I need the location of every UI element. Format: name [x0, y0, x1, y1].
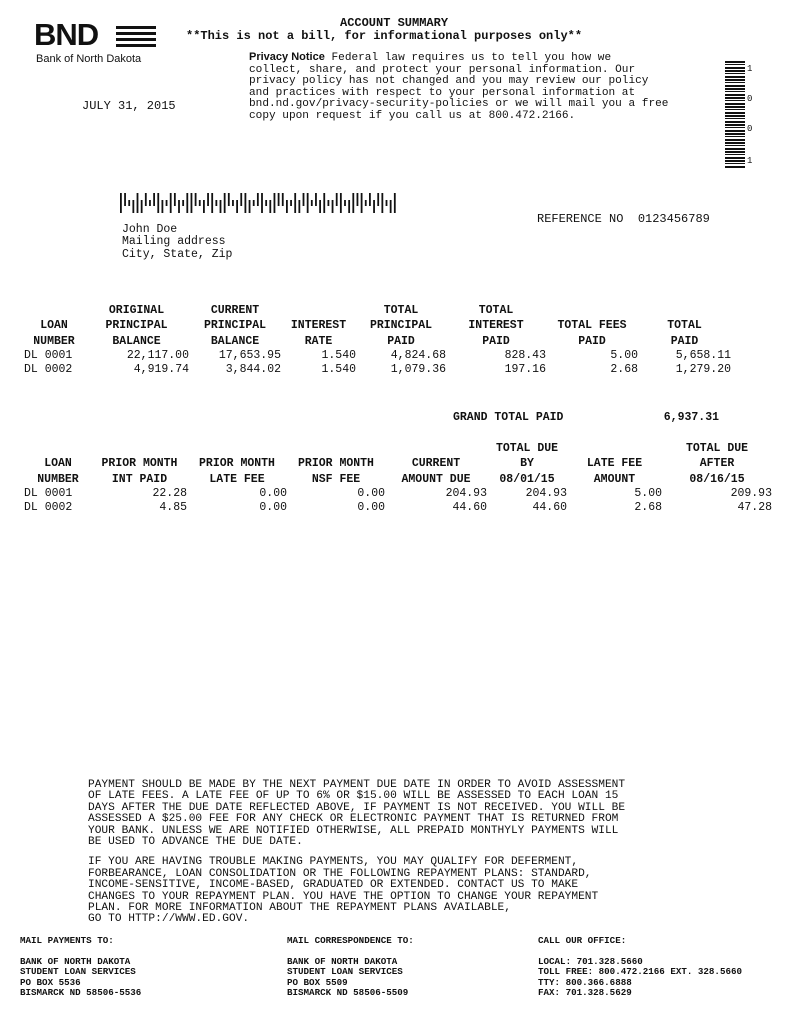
- table-cell: 44.60: [452, 501, 487, 515]
- address-line: BISMARCK ND 58506-5536: [20, 987, 142, 999]
- phone-line: LOCAL: 701.328.5660: [538, 955, 643, 967]
- table-cell: 0.00: [357, 501, 385, 515]
- mail-correspondence-block: [287, 936, 414, 999]
- repayment-plans-paragraph: IF YOU ARE HAVING TROUBLE MAKING PAYMENTS, YOU MAY QUALIFY FOR DEFERMENT, FORBEARANCE, LOAN CONSOLIDATION OR THE FOLLOWING REPAYMENT PLANS: STANDARD, INCOME-SENSITIVE, INCOME-BASED, GRADUATED OR EXTENDED. CONTACT US TO MAKE CHANGES TO YOUR REPAYMENT PLAN. YOU HAVE THE OPTION TO CHANGE YOUR REPAYMENT PLAN. FOR MORE INFORMATION ABOUT THE REPAYMENT PLANS AVAILABLE, GO TO HTTP://WWW.ED.GOV.: [88, 856, 599, 926]
- table-cell: 209.93: [730, 486, 772, 500]
- table-cell: 4,824.68: [390, 348, 446, 362]
- table-cell: 0.00: [259, 501, 287, 515]
- address-line: BANK OF NORTH DAKOTA: [287, 955, 398, 967]
- table-cell: 22,117.00: [126, 348, 189, 362]
- vertical-barcode: [725, 61, 755, 169]
- bnd-logo: [34, 17, 164, 68]
- column-header-total-interest-paid: TOTAL INTEREST PAID: [468, 304, 524, 348]
- reference-number: [537, 212, 710, 226]
- call-office-heading: CALL OUR OFFICE:: [538, 935, 627, 946]
- statement-date: JULY 31, 2015: [82, 99, 176, 113]
- address-line: BISMARCK ND 58506-5509: [287, 987, 409, 999]
- table-cell: 4,919.74: [133, 363, 189, 377]
- table-row: [24, 501, 772, 516]
- column-header-prior-late-fee: PRIOR MONTH LATE FEE: [199, 457, 275, 486]
- logo-bank-name: Bank of North Dakota: [36, 53, 142, 65]
- column-header-total-due-after: TOTAL DUE AFTER 08/16/15: [685, 442, 749, 486]
- barcode-bars: [725, 61, 745, 169]
- table-cell: 47.28: [737, 501, 772, 515]
- mail-payments-block: [20, 936, 141, 999]
- privacy-notice-label: Privacy Notice: [249, 51, 325, 63]
- logo-stripes: [116, 26, 156, 50]
- table-cell: 5.00: [634, 486, 662, 500]
- grand-total-value: 6,937.31: [663, 411, 719, 424]
- column-header-loan-number: LOAN NUMBER: [37, 457, 79, 486]
- column-header-loan-number: LOAN NUMBER: [33, 319, 75, 348]
- table-row: [24, 487, 772, 502]
- table-cell: 204.93: [525, 486, 567, 500]
- table-header-row: [24, 441, 772, 487]
- column-header-total-principal-paid: TOTAL PRINCIPAL PAID: [369, 304, 433, 348]
- table-header-row: [24, 303, 731, 349]
- table-cell: 828.43: [504, 348, 546, 362]
- table-cell: 1,079.36: [390, 363, 446, 377]
- address-line: PO BOX 5509: [287, 976, 348, 988]
- column-header-total-fees-paid: TOTAL FEES PAID: [557, 319, 627, 348]
- column-header-interest-rate: INTEREST RATE: [290, 319, 347, 348]
- late-fee-paragraph: PAYMENT SHOULD BE MADE BY THE NEXT PAYMENT DUE DATE IN ORDER TO AVOID ASSESSMENT OF LATE FEES. A LATE FEE OF UP TO 6% OR $15.00 WILL BE ASSESSED TO EACH LOAN 15 DAYS AFTER THE DUE DATE REFLECTED ABOVE, IF PAYMENT IS NOT RECEIVED. YOU WILL BE ASSESSED A $25.00 FEE FOR ANY CHECK OR ELECTRONIC PAYMENT THAT IS RETURNED FROM YOUR BANK. UNLESS WE ARE NOTIFIED OTHERWISE, ALL PREPAID MONTHYLY PAYMENTS WILL BE USED TO ADVANCE THE DUE DATE.: [88, 779, 626, 849]
- privacy-line: and practices with respect to your personal information at: [249, 86, 636, 99]
- barcode-glyph: 1: [747, 156, 753, 166]
- table-cell: DL 0002: [24, 363, 73, 377]
- document-subtitle: **This is not a bill, for informational purposes only**: [186, 29, 583, 43]
- table-cell: 3,844.02: [225, 363, 281, 377]
- privacy-notice: [249, 52, 719, 123]
- column-header-prior-int-paid: PRIOR MONTH INT PAID: [101, 457, 178, 486]
- address-line: PO BOX 5536: [20, 976, 81, 988]
- phone-line: TTY: 800.366.6888: [538, 976, 632, 988]
- mail-correspondence-heading: MAIL CORRESPONDENCE TO:: [287, 935, 414, 946]
- table-cell: 5.00: [610, 348, 638, 362]
- privacy-line: collect, share, and protect your personal information. Our: [249, 63, 636, 76]
- payment-notice: [88, 780, 728, 935]
- address-line: BANK OF NORTH DAKOTA: [20, 955, 131, 967]
- barcode-glyph: 1: [747, 64, 753, 74]
- reference-label: REFERENCE NO: [537, 212, 624, 226]
- address-line: STUDENT LOAN SERVICES: [287, 966, 403, 978]
- table-cell: 44.60: [532, 501, 567, 515]
- column-header-total-due-by: TOTAL DUE BY 08/01/15: [495, 442, 559, 486]
- recipient-name: John Doe: [122, 223, 178, 236]
- table-cell: DL 0001: [24, 486, 73, 500]
- table-cell: 5,658.11: [675, 348, 731, 362]
- table-cell: 0.00: [259, 486, 287, 500]
- address-line: City, State, Zip: [122, 247, 233, 261]
- address-line: STUDENT LOAN SERVICES: [20, 966, 136, 978]
- table-row: [24, 349, 731, 364]
- column-header-late-fee-amount: LATE FEE AMOUNT: [586, 457, 643, 486]
- phone-line: FAX: 701.328.5629: [538, 987, 632, 999]
- table-cell: 1.540: [321, 363, 356, 377]
- barcode-glyph: 0: [747, 124, 753, 134]
- barcode-glyph: 0: [747, 94, 753, 104]
- column-header-current-amount-due: CURRENT AMOUNT DUE: [401, 457, 471, 486]
- grand-total-label: GRAND TOTAL PAID: [453, 411, 564, 424]
- table-cell: 0.00: [357, 486, 385, 500]
- table-cell: DL 0001: [24, 348, 73, 362]
- table-cell: 2.68: [610, 363, 638, 377]
- table-cell: 4.85: [159, 501, 187, 515]
- table-cell: 22.28: [152, 486, 187, 500]
- mail-payments-heading: MAIL PAYMENTS TO:: [20, 935, 114, 946]
- column-header-original-principal: ORIGINAL PRINCIPAL BALANCE: [105, 304, 168, 348]
- privacy-line: privacy policy has not changed and you may review our policy: [249, 75, 649, 88]
- logo-mark: BND: [34, 17, 99, 52]
- table-cell: 1,279.20: [675, 363, 731, 377]
- table-cell: 204.93: [445, 486, 487, 500]
- table-cell: 17,653.95: [218, 348, 281, 362]
- table-cell: 2.68: [634, 501, 662, 515]
- table-cell: 1.540: [321, 348, 356, 362]
- amount-due-table: [24, 441, 772, 516]
- address-line: Mailing address: [122, 235, 226, 249]
- table-row: [24, 363, 731, 378]
- postal-barcode: [120, 193, 400, 213]
- reference-value: 0123456789: [637, 212, 710, 226]
- table-cell: DL 0002: [24, 501, 73, 515]
- loan-balance-table: [24, 303, 731, 378]
- phone-line: TOLL FREE: 800.472.2166 EXT. 328.5660: [538, 966, 742, 978]
- privacy-line: Federal law requires us to tell you how we: [331, 52, 612, 64]
- column-header-current-principal: CURRENT PRINCIPAL BALANCE: [203, 304, 267, 348]
- column-header-total-paid: TOTAL PAID: [667, 319, 702, 348]
- privacy-line: copy upon request if you call us at 800.472.2166.: [249, 109, 576, 122]
- document-title: ACCOUNT SUMMARY: [340, 16, 449, 30]
- privacy-line: bnd.nd.gov/privacy-security-policies or we will mail you a free: [249, 98, 669, 111]
- call-office-block: [538, 936, 742, 999]
- table-cell: 197.16: [504, 363, 546, 377]
- column-header-prior-nsf-fee: PRIOR MONTH NSF FEE: [298, 457, 374, 486]
- mailing-address: [122, 224, 232, 261]
